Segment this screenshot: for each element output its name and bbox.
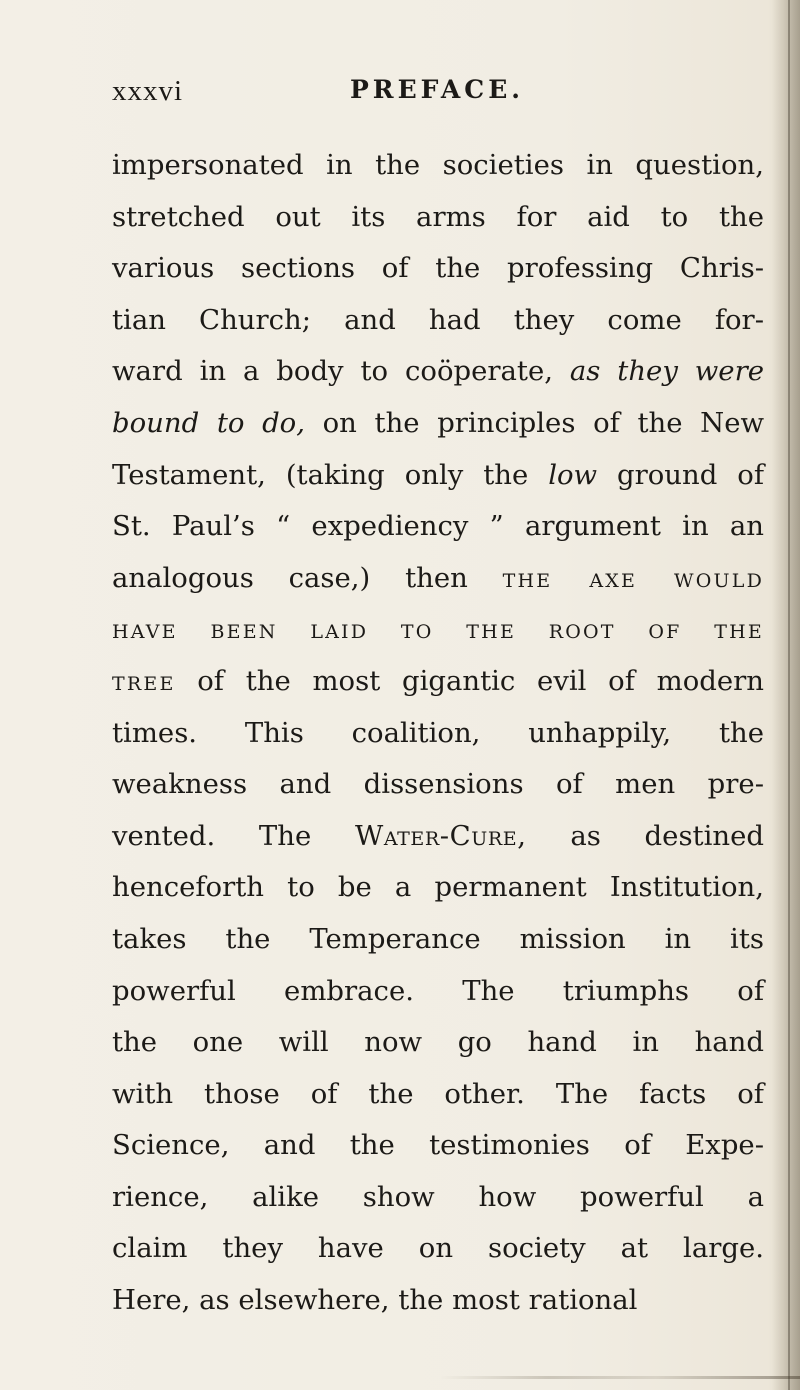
text-line — [112, 656, 764, 708]
text-line — [112, 1069, 764, 1121]
text-line — [112, 501, 764, 553]
text-segment: takes the Temperance mission in its — [112, 922, 764, 955]
text-line — [112, 346, 764, 398]
running-title: PREFACE. — [350, 75, 524, 104]
text-line — [112, 243, 764, 295]
text-segment: tian Church; and had they come for- — [112, 303, 764, 336]
text-segment: ward in a body to coöperate, — [112, 355, 570, 388]
text-line — [112, 862, 764, 914]
text-segment: impersonated in the societies in question, — [112, 149, 764, 181]
text-segment: as they were — [569, 355, 764, 388]
text-line — [112, 398, 764, 450]
binding-edge — [788, 0, 790, 1390]
text-segment: henceforth to be a permanent Institution, — [112, 871, 764, 904]
text-segment: vented. The — [112, 819, 355, 852]
text-segment: times. This coalition, unhappily, the — [112, 716, 764, 749]
text-line — [112, 295, 764, 347]
text-line — [112, 604, 764, 656]
text-segment: of the most gigantic evil of modern — [175, 664, 764, 697]
text-line — [112, 759, 764, 811]
text-segment: Testament, (taking only the — [112, 458, 549, 491]
text-line — [112, 140, 764, 192]
text-line — [112, 1017, 764, 1069]
binding-shadow — [772, 0, 800, 1390]
page-number: xxxvi — [112, 75, 184, 107]
text-line — [112, 192, 764, 244]
text-segment: ground of — [597, 458, 764, 491]
text-line — [112, 1172, 764, 1224]
text-line — [112, 708, 764, 760]
page-header — [112, 75, 752, 115]
text-segment: various sections of the professing Chris- — [112, 252, 764, 285]
text-segment: analogous case,) then — [112, 561, 503, 594]
body-text — [112, 140, 772, 1327]
text-line — [112, 1275, 764, 1327]
text-segment: Water-Cure, — [354, 819, 527, 852]
text-segment: weakness and dissensions of men pre- — [112, 768, 764, 801]
text-segment: as destined — [526, 819, 764, 852]
text-segment: have been laid to the root of the — [112, 613, 764, 646]
text-segment: the one will now go hand in hand — [112, 1026, 764, 1059]
text-segment: the axe would — [502, 561, 765, 594]
text-segment: Here, as elsewhere, the most rational — [112, 1284, 638, 1317]
text-line — [112, 966, 764, 1018]
text-segment: powerful embrace. The triumphs of — [112, 974, 764, 1007]
text-segment: St. Paul’s “ expediency ” argument in an — [112, 510, 764, 543]
text-line — [112, 914, 764, 966]
text-line — [112, 1120, 764, 1172]
page-edge-marks — [440, 1376, 800, 1379]
text-line — [112, 450, 764, 502]
text-segment: Science, and the testimonies of Expe- — [112, 1129, 764, 1162]
text-segment: with those of the other. The facts of — [112, 1077, 764, 1110]
text-line — [112, 553, 764, 605]
text-segment: claim they have on society at large. — [112, 1232, 764, 1265]
text-segment: bound to do, — [112, 406, 305, 439]
text-segment: low — [548, 458, 598, 491]
text-line — [112, 811, 764, 863]
text-segment: on the principles of the New — [304, 406, 765, 439]
text-segment: tree — [112, 664, 176, 697]
text-segment: stretched out its arms for aid to the — [112, 200, 764, 233]
text-segment: rience, alike show how powerful a — [112, 1180, 764, 1213]
text-line — [112, 1223, 764, 1275]
